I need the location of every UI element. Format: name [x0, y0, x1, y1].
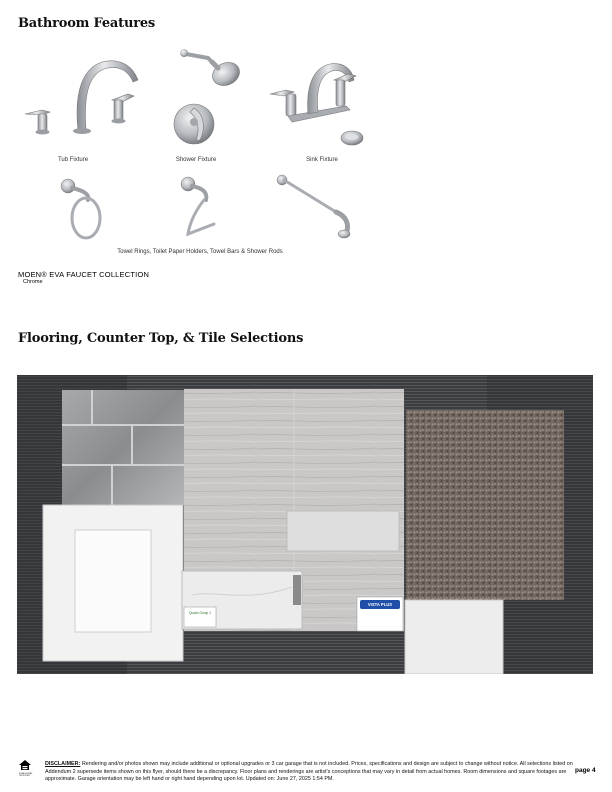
disclaimer-label: DISCLAIMER:: [45, 761, 81, 767]
sink-fixture-image: [268, 58, 368, 150]
disclaimer-text: Rendering and/or photos shown may include additional or optional upgrades or 3 car garage that is not included. Prices, specifications and design are subject to change without notice. All selections listed on Addendum 2 supersede items shown on this flyer, should there be a discrepancy. Floor plans and renderings are artist's conceptions that may vary in detail from actual homes. Room dimensions and square footages are approximate. Garage orientation may be left hand or right hand depending upon lot. Updated on: June 27, 2025 1:54 PM.: [45, 761, 573, 783]
towel-ring-image: [58, 176, 108, 242]
bathroom-section-title: Bathroom Features: [18, 16, 156, 31]
toilet-paper-holder-image: [176, 174, 226, 240]
tub-fixture-caption: Tub Fixture: [57, 157, 89, 163]
disclaimer: [45, 761, 575, 784]
tub-fixture-image: [20, 52, 145, 137]
page-number: page 4: [575, 767, 596, 774]
quartz-label: Quartz Group 1: [189, 611, 211, 615]
accessories-caption: Towel Rings, Toilet Paper Holders, Towel Bars & Shower Rods: [117, 249, 283, 255]
equal-housing-logo: [19, 760, 33, 778]
equal-housing-text: EQUAL HOUSING OPPORTUNITY: [19, 774, 33, 777]
towel-bar-image: [276, 172, 356, 240]
samples-photo: [17, 375, 593, 674]
finish-name: Chrome: [23, 279, 43, 285]
flooring-section-title: Flooring, Counter Top, & Tile Selections: [18, 331, 304, 346]
shower-fixture-image: [168, 44, 248, 154]
collection-name: MOEN® EVA FAUCET COLLECTION: [18, 270, 150, 279]
sink-fixture-caption: Sink Fixture: [306, 157, 338, 163]
shower-fixture-caption: Shower Fixture: [175, 157, 217, 163]
vista-plus-label: VISTA PLUS: [367, 602, 393, 607]
